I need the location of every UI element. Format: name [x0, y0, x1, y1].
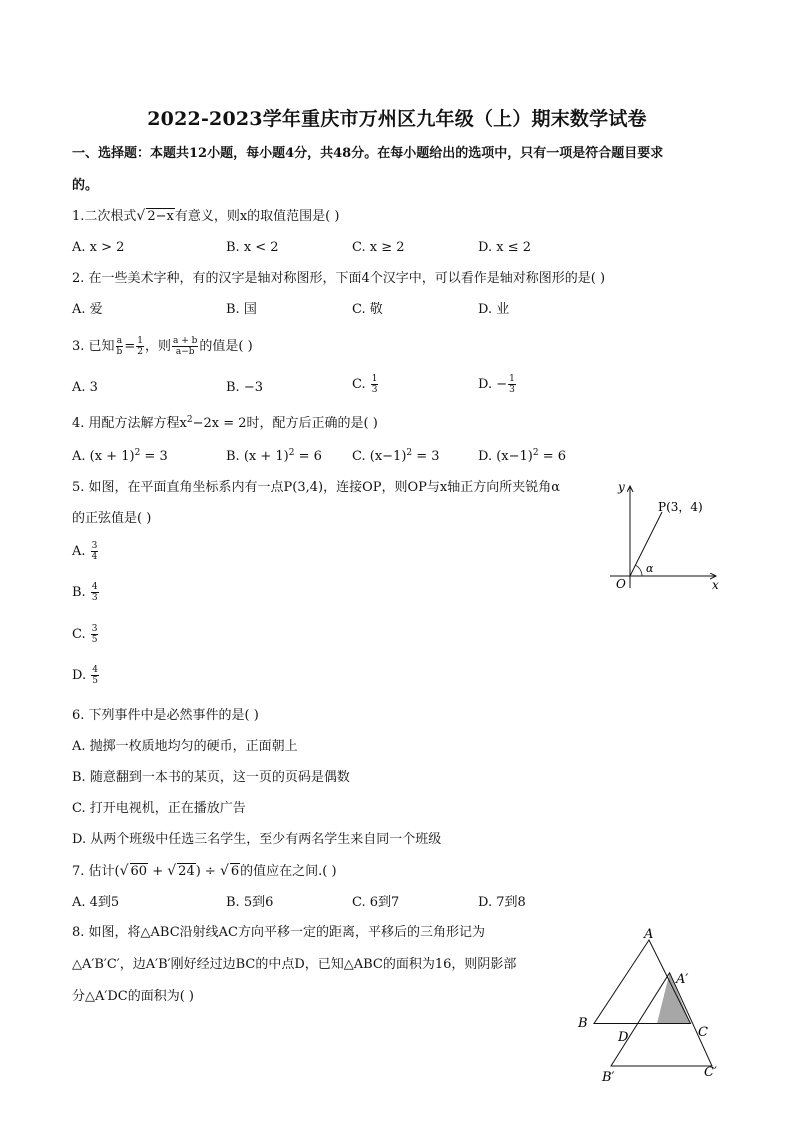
q7-plus: + [148, 864, 168, 879]
label-b-prime: B′ [602, 1070, 615, 1085]
q3-d-num: 1 [509, 374, 515, 384]
sqrt-icon: √ [167, 863, 177, 879]
question-8-cont2: 分△A′DC的面积为( ) [72, 989, 194, 1004]
q1-option-a: A. x > 2 [72, 240, 125, 255]
q3-f1-num: a [116, 336, 123, 346]
q5-option-c [72, 624, 99, 645]
q7-post: 的值应在之间.( ) [240, 864, 337, 879]
q7-radicand-3: 6 [230, 864, 240, 879]
q3-eq: = [124, 339, 136, 354]
q5-a-den: 4 [91, 552, 98, 562]
q7-pre: 7. 估计( [72, 864, 120, 879]
q4-b-sup: 2 [288, 448, 295, 458]
q5-d-num: 4 [92, 665, 98, 675]
label-c: C [698, 1025, 708, 1040]
q3-f3-num: a + b [172, 336, 198, 346]
question-6: 6. 下列事件中是必然事件的是( ) [72, 708, 259, 723]
q1-radicand: 2−x [147, 209, 174, 224]
q4-option-b [226, 449, 322, 465]
question-5-cont: 的正弦值是( ) [72, 511, 152, 526]
q5-b-den: 3 [91, 593, 98, 603]
q4-c-pre: C. (x−1) [352, 449, 407, 464]
x-axis-label: x [712, 578, 719, 592]
q3-fraction-half [136, 336, 144, 357]
q7-option-c: C. 6到7 [352, 895, 400, 910]
q5-a-frac [91, 541, 99, 562]
q5-option-d [72, 665, 100, 686]
label-b: B [578, 1016, 588, 1031]
q4-option-d [478, 449, 566, 465]
sqrt-icon: √ [119, 863, 129, 879]
q4-sup: 2 [186, 415, 193, 425]
q5-coordinate-figure [600, 476, 730, 596]
page-title: 2022-2023学年重庆市万州区九年级（上）期末数学试卷 [147, 108, 647, 130]
q4-c-post: = 3 [412, 449, 440, 464]
q2-option-b: B. 国 [226, 302, 257, 317]
q1-option-d: D. x ≤ 2 [478, 240, 531, 255]
q3-d-den: 3 [509, 385, 515, 395]
q3-post: 的值是( ) [199, 339, 253, 354]
q6-option-c: C. 打开电视机，正在播放广告 [72, 801, 246, 816]
question-4 [72, 416, 378, 432]
q3-c-den: 3 [371, 385, 378, 395]
q3-fraction-expr [172, 336, 198, 357]
angle-arc [635, 565, 642, 576]
q4-a-sup: 2 [134, 448, 141, 458]
q3-fraction-ab [116, 336, 124, 357]
q3-option-b: B. −3 [226, 380, 263, 395]
question-3 [72, 336, 253, 357]
sqrt-icon: √ [219, 863, 229, 879]
q4-d-pre: D. (x−1) [478, 449, 533, 464]
question-7 [72, 863, 337, 880]
q6-option-b: B. 随意翻到一本书的某页，这一页的页码是偶数 [72, 770, 350, 785]
q4-a-post: = 3 [140, 449, 168, 464]
q3-c-num: 1 [371, 374, 378, 384]
q6-option-d: D. 从两个班级中任选三名学生，至少有两名学生来自同一个班级 [72, 832, 442, 847]
q2-option-d: D. 业 [478, 302, 510, 317]
q1-post: 有意义，则x的取值范围是( ) [174, 209, 340, 224]
q4-a-pre: A. (x + 1) [72, 449, 135, 464]
q7-option-a: A. 4到5 [72, 895, 120, 910]
q1-pre: 二次根式 [84, 209, 137, 224]
q7-radicand-2: 24 [178, 864, 195, 879]
q1-option-b: B. x < 2 [226, 240, 279, 255]
q7-radicand-1: 60 [130, 864, 148, 879]
label-c-prime: C′ [704, 1065, 717, 1080]
q5-c-den: 5 [91, 635, 98, 645]
q3-d-pre: D. − [478, 377, 508, 392]
q3-pre: 3. 已知 [72, 339, 115, 354]
q4-c-sup: 2 [406, 448, 413, 458]
section-heading: 一、选择题：本题共12小题，每小题4分，共48分。在每小题给出的选项中，只有一项是符合题目要求 [72, 146, 664, 161]
q5-option-a [72, 541, 99, 562]
question-2: 2. 在一些美术字种，有的汉字是轴对称图形，下面4个汉字中，可以看作是轴对称图形的是( ) [72, 271, 606, 286]
q6-option-a: A. 抛掷一枚质地均匀的硬币，正面朝上 [72, 739, 298, 754]
q3-option-a: A. 3 [72, 380, 98, 395]
q4-pre: 4. 用配方法解方程x [72, 416, 187, 431]
q5-c-num: 3 [91, 624, 98, 634]
q2-option-c: C. 敬 [352, 302, 383, 317]
q7-option-d: D. 7到8 [478, 895, 526, 910]
q8-translation-figure [572, 926, 742, 1086]
sqrt-icon: √ [136, 208, 146, 224]
q5-c-frac [91, 624, 99, 645]
q1-option-c: C. x ≥ 2 [352, 240, 405, 255]
label-d: D [618, 1030, 629, 1045]
q3-f1-den: b [116, 347, 123, 357]
label-a-prime: A′ [676, 972, 689, 987]
q5-a-pre: A. [72, 544, 90, 559]
question-8-cont: △A′B′C′，边A′B′刚好经过边BC的中点D，已知△ABC的面积为16，则阴影部 [72, 957, 517, 972]
q5-d-pre: D. [72, 668, 91, 683]
q5-c-pre: C. [72, 627, 90, 642]
q3-f3-den: a−b [175, 347, 195, 357]
section-heading-cont: 的。 [72, 178, 99, 193]
q3-option-d [478, 374, 517, 395]
label-a: A [644, 927, 654, 942]
q3-d-frac [508, 374, 516, 395]
question-1 [72, 208, 339, 225]
alpha-label: α [646, 562, 654, 575]
q7-div: ) ÷ [195, 864, 220, 879]
question-8: 8. 如图，将△ABC沿射线AC方向平移一定的距离，平移后的三角形记为 [72, 925, 485, 940]
q5-b-frac [91, 582, 99, 603]
q1-num: 1. [72, 209, 85, 224]
q3-c-frac [371, 374, 379, 395]
q4-d-post: = 6 [538, 449, 567, 464]
origin-label: O [616, 577, 626, 591]
q4-b-post: = 6 [294, 449, 322, 464]
q4-post: −2x = 2时，配方后正确的是( ) [192, 416, 378, 431]
q5-d-den: 5 [92, 676, 98, 686]
q4-option-a [72, 449, 168, 465]
y-axis-label: y [618, 480, 625, 494]
q3-c-pre: C. [352, 377, 370, 392]
q3-f2-den: 2 [137, 347, 143, 357]
q2-option-a: A. 爱 [72, 302, 103, 317]
q4-b-pre: B. (x + 1) [226, 449, 289, 464]
q3-option-c [352, 374, 379, 395]
q3-mid: ，则 [144, 339, 171, 354]
q3-f2-num: 1 [137, 336, 143, 346]
q4-option-c [352, 449, 440, 465]
q5-b-pre: B. [72, 585, 90, 600]
q5-a-num: 3 [91, 541, 98, 551]
q5-d-frac [91, 665, 99, 686]
point-p-label: P(3，4) [658, 500, 703, 514]
q5-b-num: 4 [91, 582, 98, 592]
q5-option-b [72, 582, 100, 603]
question-5: 5. 如图，在平面直角坐标系内有一点P(3,4)，连接OP，则OP与x轴正方向所夹锐角α [72, 480, 561, 495]
q4-d-sup: 2 [532, 448, 539, 458]
q7-option-b: B. 5到6 [226, 895, 274, 910]
